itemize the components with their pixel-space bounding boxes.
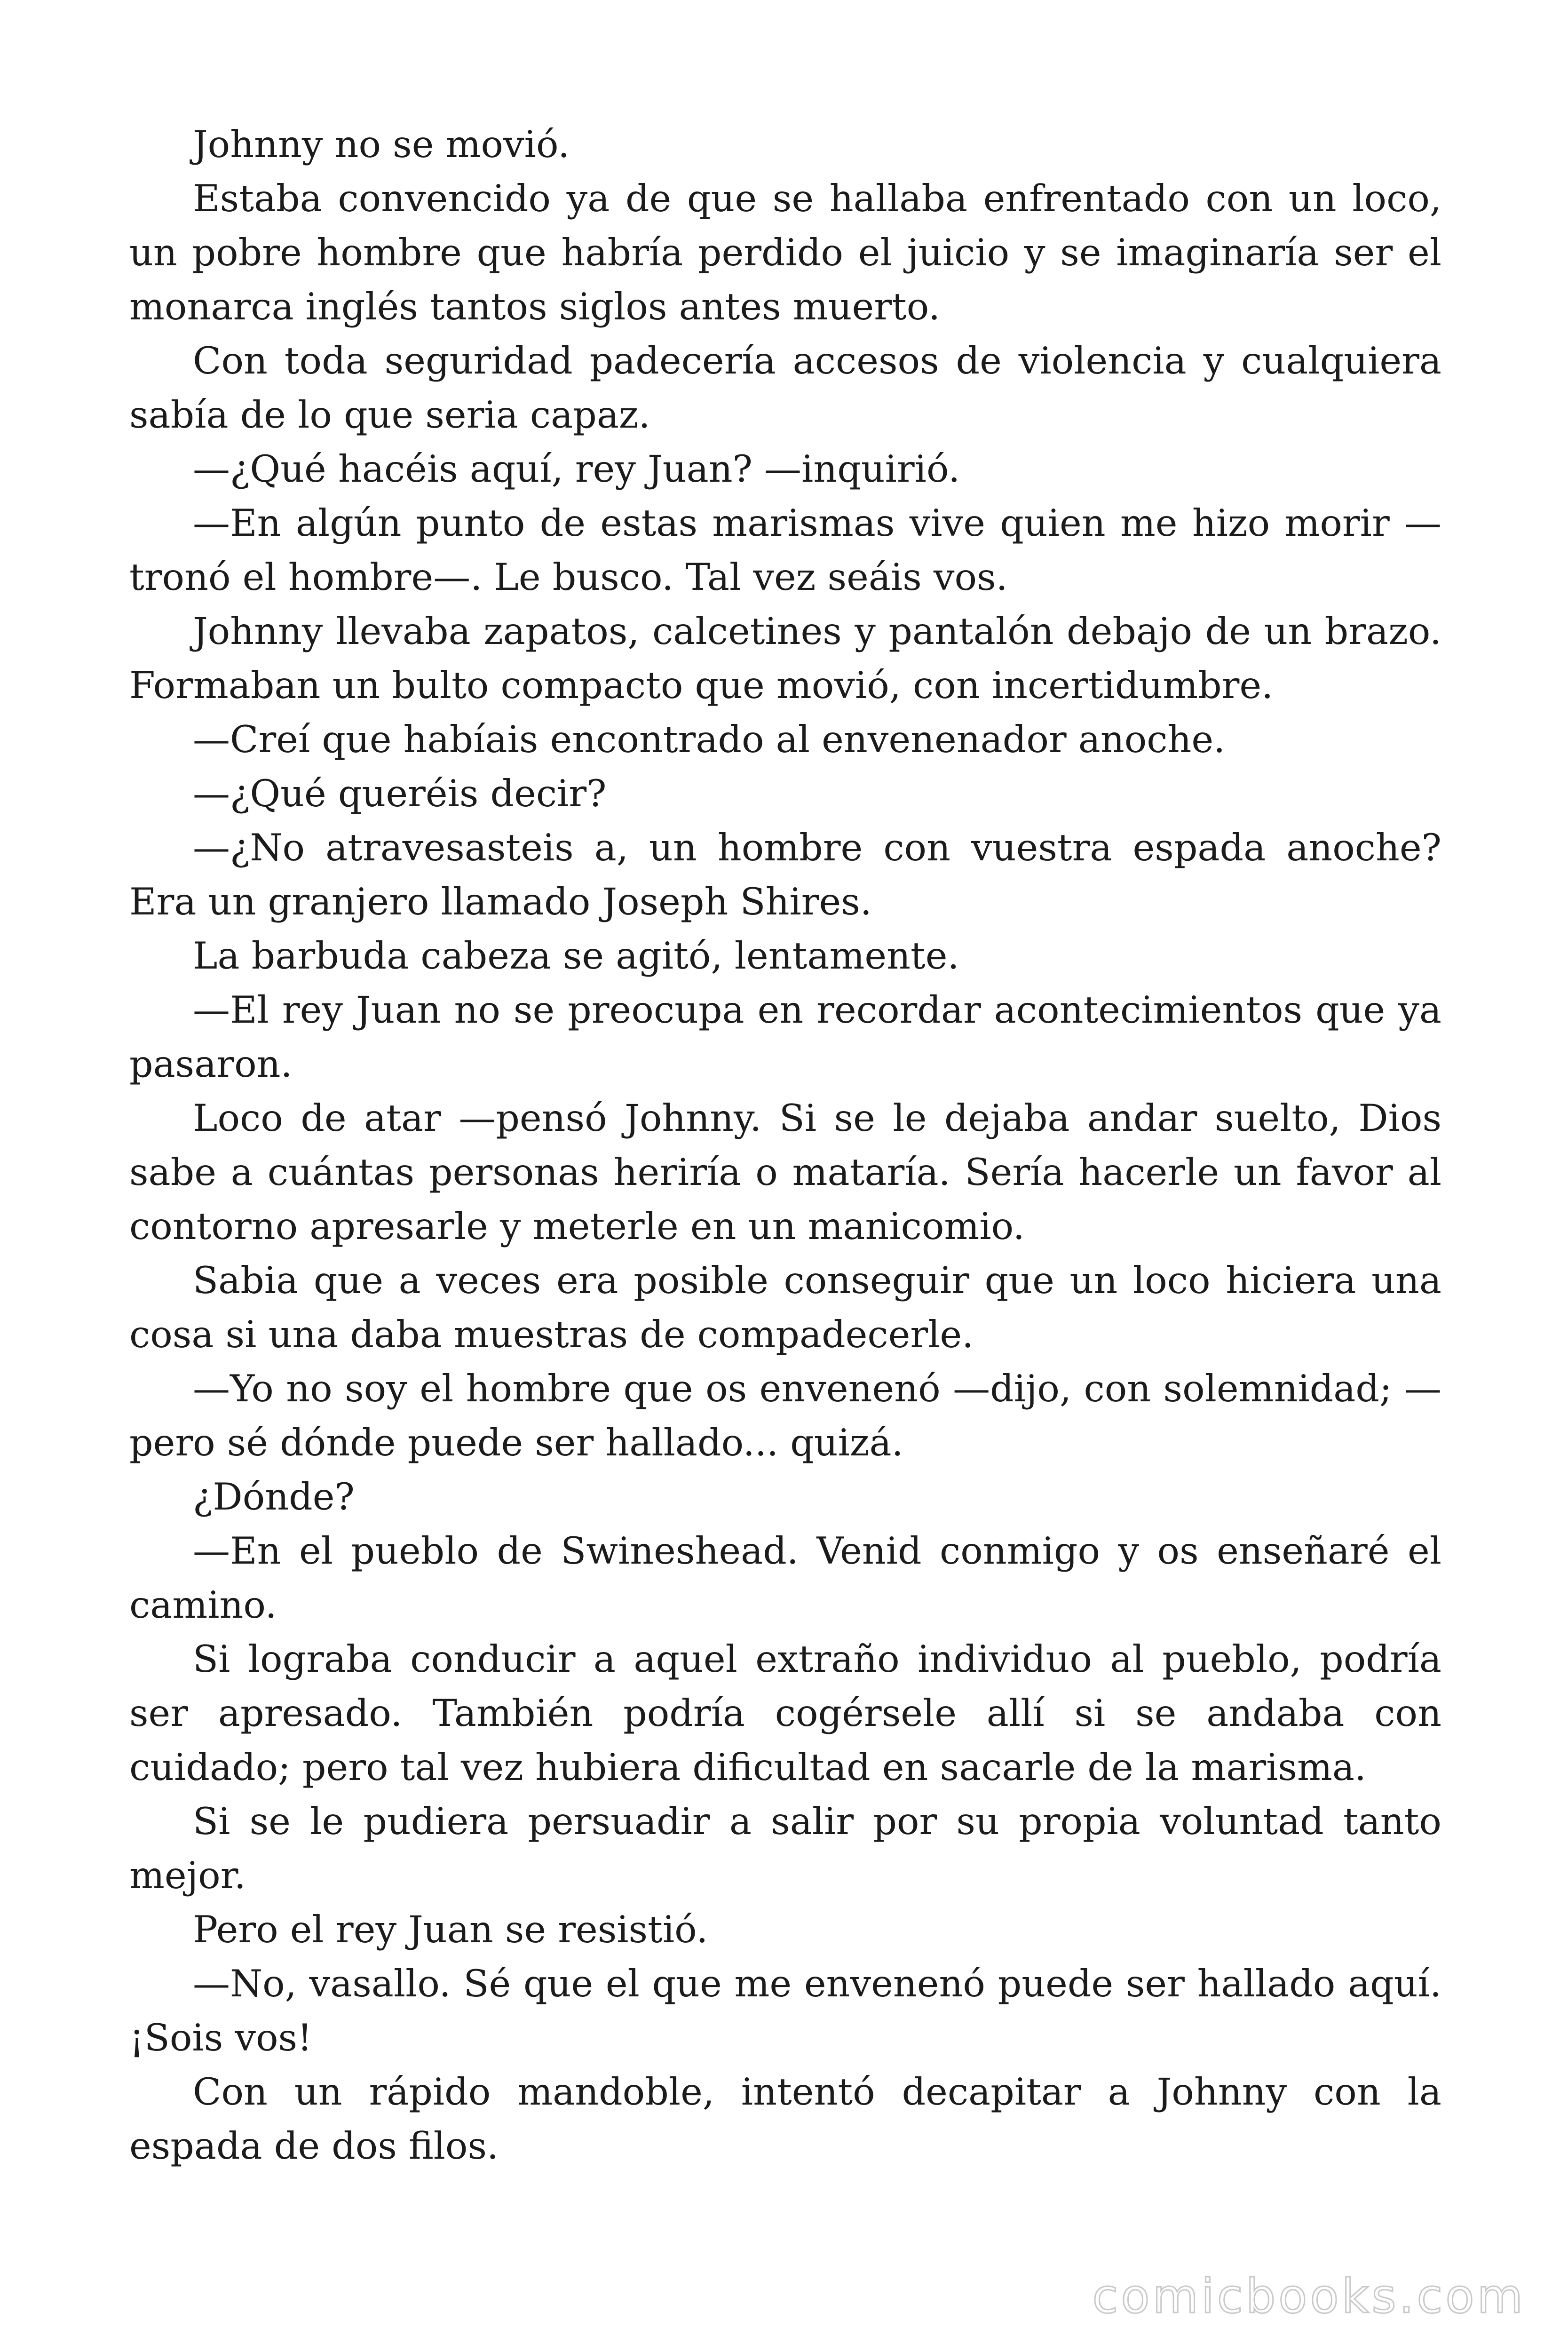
paragraph: —No, vasallo. Sé que el que me envenenó puede ser hallado aquí. ¡Sois vos!	[129, 1962, 1441, 2059]
paragraph: —¿Qué hacéis aquí, rey Juan? —inquirió.	[193, 447, 960, 491]
paragraph: Pero el rey Juan se resistió.	[193, 1908, 708, 1951]
paragraph: —En el pueblo de Swineshead. Venid conmigo y os enseñaré el camino.	[129, 1529, 1441, 1627]
paragraph: Sabia que a veces era posible conseguir que un loco hiciera una cosa si una daba muestras de compadecerle.	[129, 1259, 1441, 1356]
paragraph: Si lograba conducir a aquel extraño individuo al pueblo, podría ser apresado. También podría cogérsele allí si se andaba con cuidado; pero tal vez hubiera dificultad en sacarle de la marisma.	[129, 1637, 1441, 1789]
paragraph: La barbuda cabeza se agitó, lentamente.	[193, 934, 959, 977]
paragraph: —¿Qué queréis decir?	[193, 772, 607, 815]
paragraph: Con un rápido mandoble, intentó decapitar a Johnny con la espada de dos filos.	[129, 2070, 1441, 2168]
paragraph: Johnny no se movió.	[193, 123, 570, 166]
paragraph: Estaba convencido ya de que se hallaba enfrentado con un loco, un pobre hombre que habría perdido el juicio y se imaginaría ser el monarca inglés tantos siglos antes muerto.	[129, 177, 1441, 328]
paragraph: —¿No atravesasteis a, un hombre con vuestra espada anoche? Era un granjero llamado Joseph Shires.	[129, 826, 1441, 923]
paragraph: Si se le pudiera persuadir a salir por su propia voluntad tanto mejor.	[129, 1800, 1441, 1897]
watermark: comicbooks.com	[1092, 2269, 1526, 2324]
paragraph: —Yo no soy el hombre que os envenenó —dijo, con solemnidad; — pero sé dónde puede ser hallado... quizá.	[129, 1367, 1441, 1464]
paragraph: Con toda seguridad padecería accesos de violencia y cualquiera sabía de lo que seria capaz.	[129, 339, 1441, 437]
paragraph: —Creí que habíais encontrado al envenenador anoche.	[193, 718, 1226, 761]
paragraph: ¿Dónde?	[193, 1475, 355, 1518]
paragraph: —En algún punto de estas marismas vive quien me hizo morir —tronó el hombre—. Le busco. Tal vez seáis vos.	[129, 501, 1441, 599]
paragraph: —El rey Juan no se preocupa en recordar acontecimientos que ya pasaron.	[129, 988, 1441, 1086]
paragraph: Loco de atar —pensó Johnny. Si se le dejaba andar suelto, Dios sabe a cuántas personas heriría o mataría. Sería hacerle un favor al contorno apresarle y meterle en un manicomio.	[129, 1097, 1441, 1248]
paragraph: Johnny llevaba zapatos, calcetines y pantalón debajo de un brazo. Formaban un bulto compacto que movió, con incertidumbre.	[129, 610, 1441, 707]
page-body	[129, 118, 1441, 2173]
